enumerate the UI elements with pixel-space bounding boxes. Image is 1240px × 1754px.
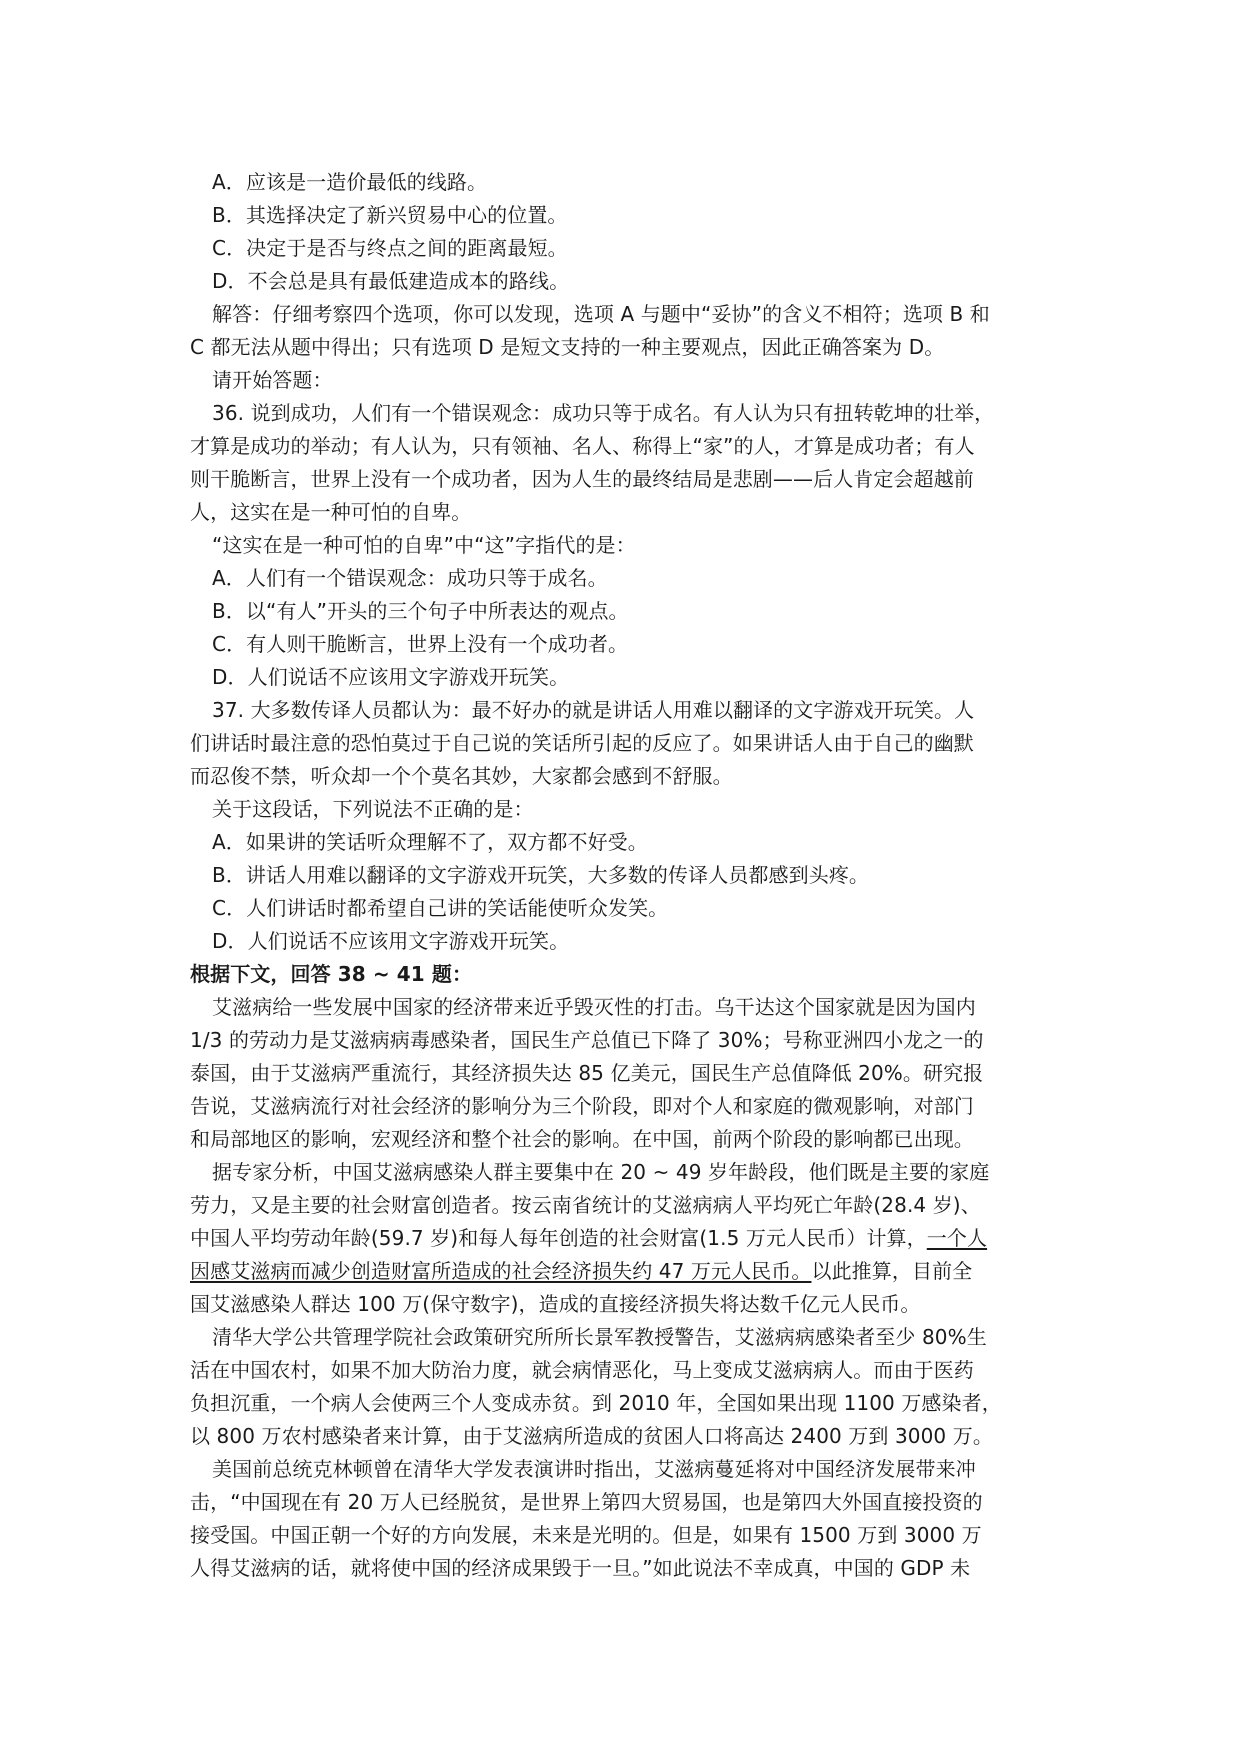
question-37-line: 而忍俊不禁，听众却一个个莫名其妙，大家都会感到不舒服。 <box>190 764 733 788</box>
option-a: A．应该是一造价最低的线路。 <box>212 170 488 194</box>
section-heading: 根据下文，回答 38 ~ 41 题： <box>190 962 473 986</box>
option-b: B．其选择决定了新兴贸易中心的位置。 <box>212 203 568 227</box>
question-36-option-a: A．人们有一个错误观念：成功只等于成名。 <box>212 566 608 590</box>
question-37-prompt: 关于这段话，下列说法不正确的是： <box>212 797 534 821</box>
question-36-option-b: B．以“有人”开头的三个句子中所表达的观点。 <box>212 599 629 623</box>
passage-text: 中国人平均劳动年龄(59.7 岁)和每人每年创造的社会财富(1.5 万元人民币）计算， <box>190 1226 927 1250</box>
document-page <box>190 166 1056 1585</box>
underlined-text: 因感艾滋病而减少创造财富所造成的社会经济损失约 47 万元人民币。 <box>190 1259 812 1283</box>
passage-line: 接受国。中国正朝一个好的方向发展，未来是光明的。但是，如果有 1500 万到 3000 万 <box>190 1523 982 1547</box>
question-37-line: 们讲话时最注意的恐怕莫过于自己说的笑话所引起的反应了。如果讲话人由于自己的幽默 <box>190 731 974 755</box>
answer-explanation-line: 解答：仔细考察四个选项，你可以发现，选项 A 与题中“妥协”的含义不相符；选项 B 和 <box>212 302 990 326</box>
passage-line: 艾滋病给一些发展中国家的经济带来近乎毁灭性的打击。乌干达这个国家就是因为国内 <box>212 995 976 1019</box>
passage-line <box>190 1057 1056 1090</box>
passage-line <box>190 1255 1056 1288</box>
passage-line: 负担沉重，一个病人会使两三个人变成赤贫。到 2010 年，全国如果出现 1100 万感染者， <box>190 1391 1002 1415</box>
question-37-option-c: C．人们讲话时都希望自己讲的笑话能使听众发笑。 <box>212 896 669 920</box>
passage-line: 国艾滋感染人群达 100 万(保守数字)，造成的直接经济损失将达数千亿元人民币。 <box>190 1292 921 1316</box>
passage-text: 以此推算，目前全 <box>811 1259 973 1283</box>
question-37-option-d: D．人们说话不应该用文字游戏开玩笑。 <box>212 929 570 953</box>
passage-line: 击，“中国现在有 20 万人已经脱贫，是世界上第四大贸易国，也是第四大外国直接投资的 <box>190 1490 983 1514</box>
passage-line: 告说，艾滋病流行对社会经济的影响分为三个阶段，即对个人和家庭的微观影响，对部门 <box>190 1094 974 1118</box>
option-c: C．决定于是否与终点之间的距离最短。 <box>212 236 568 260</box>
passage-line: 清华大学公共管理学院社会政策研究所所长景军教授警告，艾滋病病感染者至少 80%生 <box>212 1325 987 1349</box>
answer-explanation-line: C 都无法从题中得出；只有选项 D 是短文支持的一种主要观点，因此正确答案为 D。 <box>190 335 945 359</box>
question-36-line: 才算是成功的举动；有人认为，只有领袖、名人、称得上“家”的人，才算是成功者；有人 <box>190 434 975 458</box>
question-36-prompt: “这实在是一种可怕的自卑”中“这”字指代的是： <box>212 533 636 557</box>
question-36-line: 则干脆断言，世界上没有一个成功者，因为人生的最终结局是悲剧——后人肯定会超越前 <box>190 467 974 491</box>
start-instruction: 请开始答题： <box>212 368 333 392</box>
question-37-line: 37. 大多数传译人员都认为：最不好办的就是讲话人用难以翻译的文字游戏开玩笑。人 <box>212 698 975 722</box>
underlined-text: 一个人 <box>926 1226 988 1250</box>
passage-line: 劳力，又是主要的社会财富创造者。按云南省统计的艾滋病病人平均死亡年龄(28.4 岁)、 <box>190 1193 981 1217</box>
passage-line: 人得艾滋病的话，就将使中国的经济成果毁于一旦。”如此说法不幸成真，中国的 GDP 未 <box>190 1556 971 1580</box>
question-37-option-a: A．如果讲的笑话听众理解不了，双方都不好受。 <box>212 830 648 854</box>
passage-line: 据专家分析，中国艾滋病感染人群主要集中在 20 ~ 49 岁年龄段，他们既是主要的家庭 <box>212 1160 990 1184</box>
passage-line: 和局部地区的影响，宏观经济和整个社会的影响。在中国，前两个阶段的影响都已出现。 <box>190 1127 974 1151</box>
question-36-option-d: D．人们说话不应该用文字游戏开玩笑。 <box>212 665 570 689</box>
passage-line <box>190 1222 1056 1255</box>
passage-line: 活在中国农村，如果不加大防治力度，就会病情恶化，马上变成艾滋病病人。而由于医药 <box>190 1358 974 1382</box>
passage-line: 美国前总统克林顿曾在清华大学发表演讲时指出，艾滋病蔓延将对中国经济发展带来冲 <box>212 1457 976 1481</box>
question-37-option-b: B．讲话人用难以翻译的文字游戏开玩笑，大多数的传译人员都感到头疼。 <box>212 863 870 887</box>
option-d: D．不会总是具有最低建造成本的路线。 <box>212 269 570 293</box>
question-36-line: 36. 说到成功，人们有一个错误观念：成功只等于成名。有人认为只有扭转乾坤的壮举， <box>212 401 995 425</box>
question-36-line: 人，这实在是一种可怕的自卑。 <box>190 500 472 524</box>
passage-text: 泰国，由于艾滋病严重流行，其经济损失达 85 亿美元，国民生产总值降低 20%。研究报 <box>190 1061 984 1085</box>
passage-line: 以 800 万农村感染者来计算，由于艾滋病所造成的贫困人口将高达 2400 万到 3000 万。 <box>190 1424 993 1448</box>
passage-line: 1/3 的劳动力是艾滋病病毒感染者，国民生产总值已下降了 30%；号称亚洲四小龙之一的 <box>190 1028 984 1052</box>
question-36-option-c: C．有人则干脆断言，世界上没有一个成功者。 <box>212 632 629 656</box>
